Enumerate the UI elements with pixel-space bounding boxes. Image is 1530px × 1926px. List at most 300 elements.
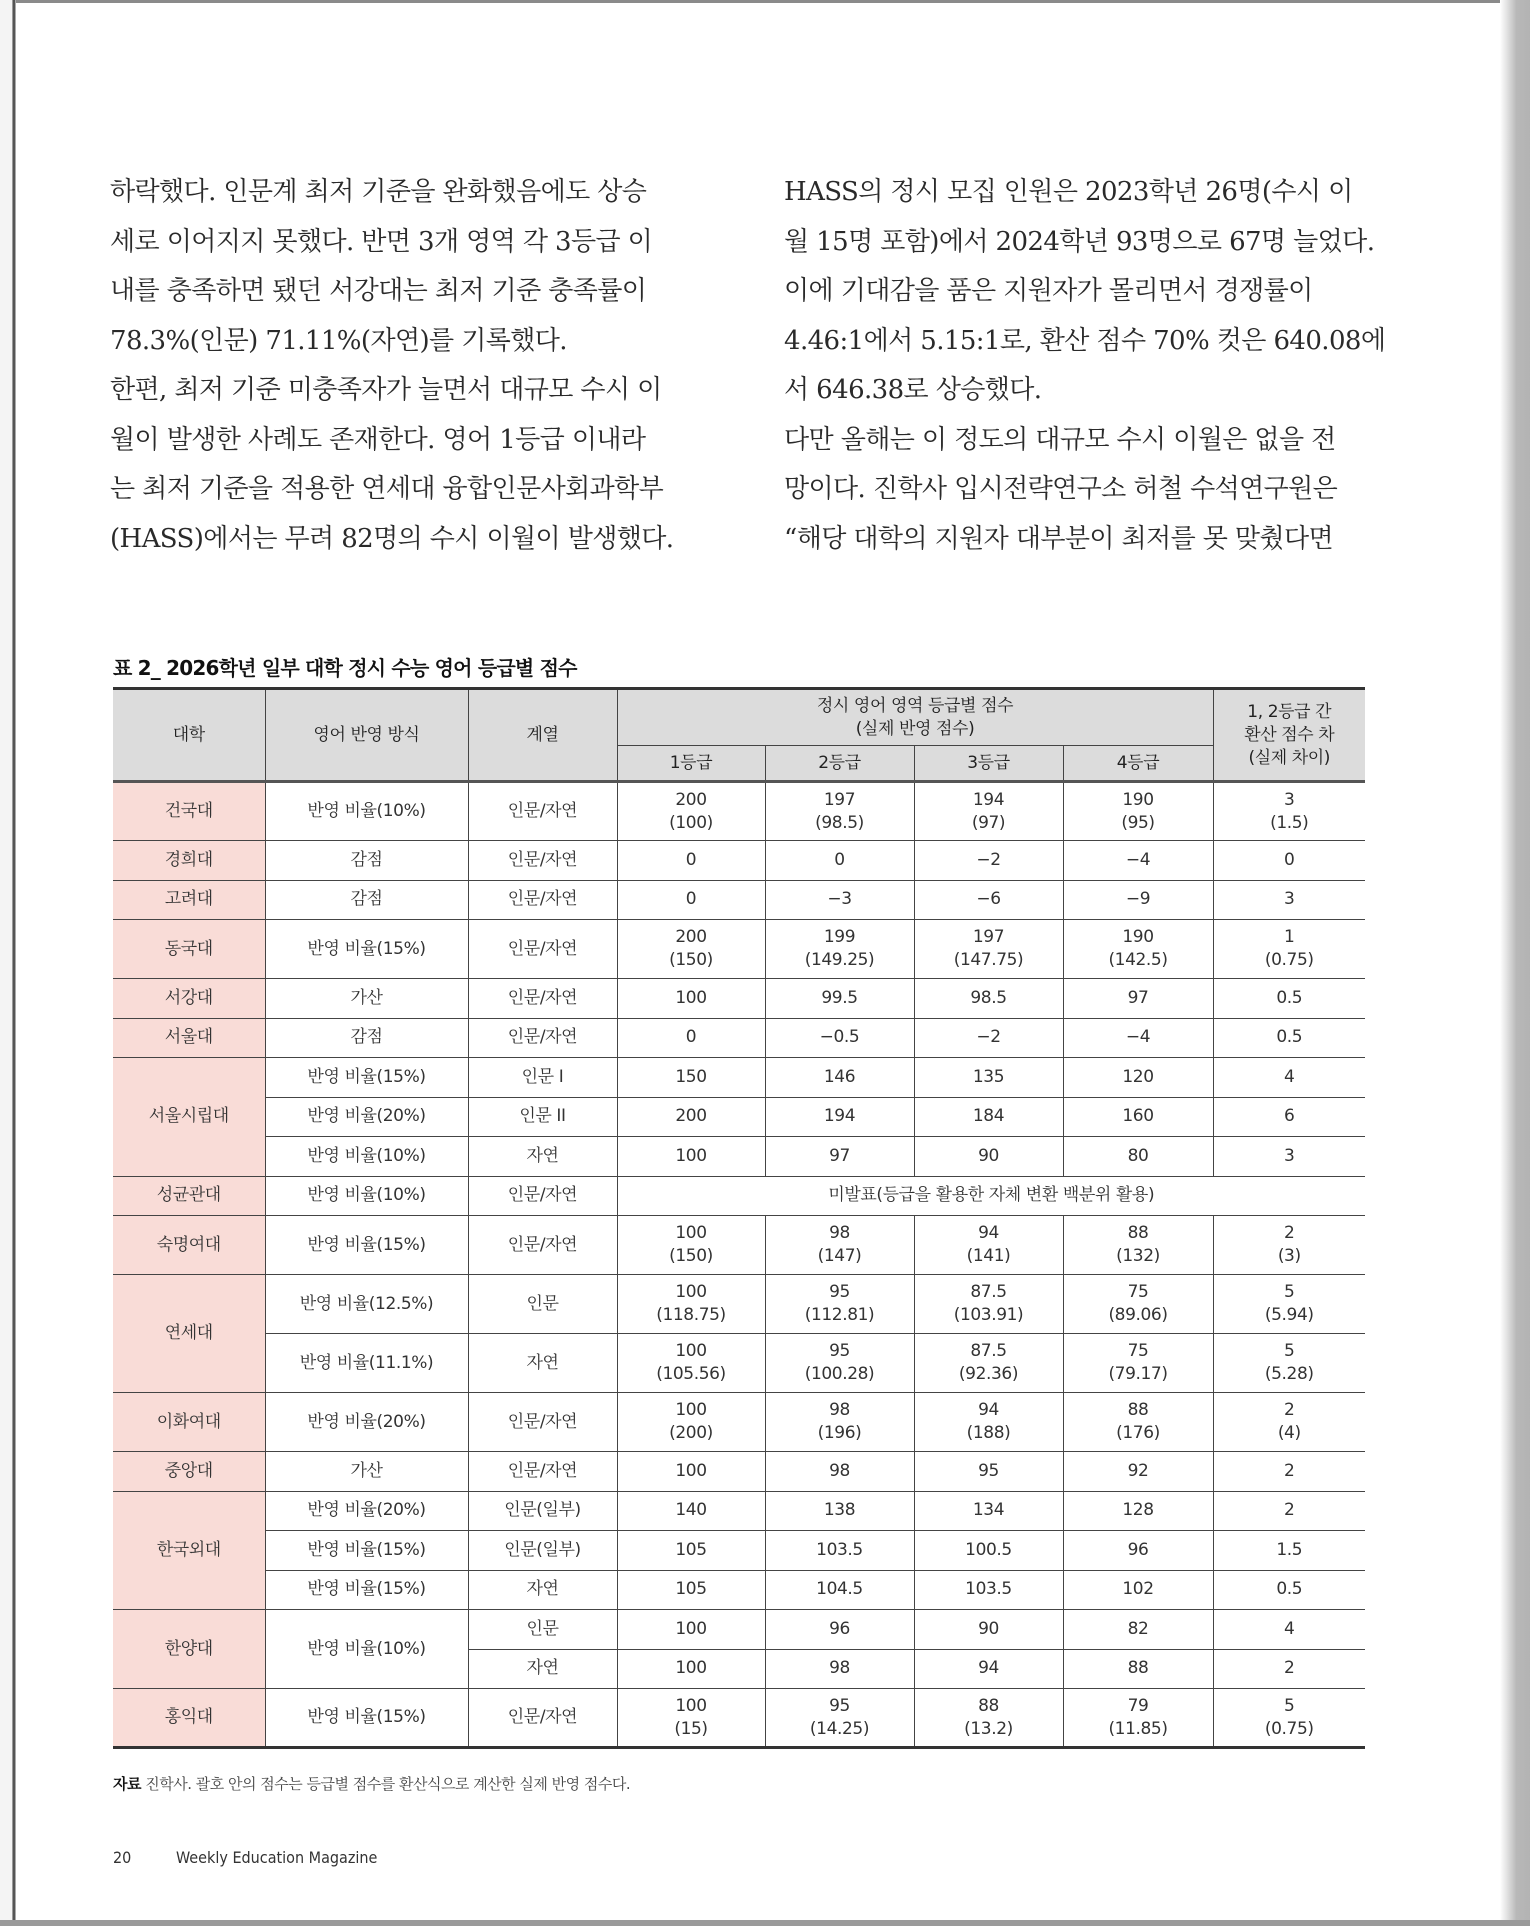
body-line: HASS의 정시 모집 인원은 2023학년 26명(수시 이 [784, 177, 1353, 207]
body-line: 서 646.38로 상승했다. [784, 375, 1042, 405]
table-row [113, 1137, 1365, 1177]
real-diff-value: (5.94) [1264, 1305, 1314, 1325]
grade-2-score-cell [765, 920, 914, 979]
method-cell: 반영 비율(15%) [265, 1216, 468, 1275]
real-score-value: (95) [1121, 812, 1155, 833]
table-row [113, 1393, 1365, 1452]
score-value: 103.5 [816, 1539, 863, 1560]
grade-diff-cell [1213, 1334, 1365, 1393]
real-score-value: (79.17) [1108, 1364, 1168, 1384]
method-cell: 반영 비율(11.1%) [265, 1334, 468, 1393]
page-number: 20 [113, 1848, 132, 1867]
grade-4-score-cell [1063, 1491, 1213, 1531]
table-row [113, 1216, 1365, 1275]
grade-1-score-cell [617, 1058, 765, 1098]
grade-diff-cell [1213, 1610, 1365, 1650]
grade-4-score-cell [1063, 1452, 1213, 1492]
real-score-value: (14.25) [809, 1718, 870, 1739]
method-cell: 감점 [265, 1018, 468, 1058]
real-score-value: (92.36) [958, 1364, 1019, 1384]
real-score-value: (150) [669, 1246, 713, 1266]
real-score-value: (176) [1116, 1423, 1160, 1443]
real-score-value: (112.81) [804, 1305, 875, 1325]
header-diff-line1: 1, 2등급 간 [1247, 701, 1332, 722]
grade-1-score-cell [617, 880, 765, 920]
score-value: −9 [1125, 889, 1151, 910]
table-row [113, 880, 1365, 920]
grade-2-score-cell [765, 1491, 914, 1531]
table-row [113, 1176, 1365, 1216]
grade-3-score-cell [914, 1610, 1063, 1650]
real-diff-value: (0.75) [1264, 1718, 1314, 1739]
track-cell: 인문 II [468, 1097, 617, 1137]
grade-2-score-cell [765, 1689, 914, 1748]
table-row [113, 979, 1365, 1019]
real-score-value: (97) [971, 812, 1006, 833]
score-value: 150 [675, 1066, 707, 1087]
grade-4-score-cell [1063, 1018, 1213, 1058]
score-value: 94 [978, 1223, 999, 1243]
grade-2-score-cell [765, 1058, 914, 1098]
method-cell: 반영 비율(15%) [265, 1570, 468, 1610]
article-right-column [784, 168, 1386, 564]
grade-3-score-cell [914, 1570, 1063, 1610]
grade-3-score-cell [914, 1393, 1063, 1452]
real-score-value: (13.2) [964, 1718, 1013, 1739]
track-cell: 자연 [468, 1137, 617, 1177]
grade-diff-cell [1213, 1216, 1365, 1275]
grade-4-score-cell [1063, 1393, 1213, 1452]
grade-1-score-cell [617, 1649, 765, 1689]
grade-1-score-cell [617, 1137, 765, 1177]
university-cell: 중앙대 [113, 1452, 265, 1492]
diff-value: 5 [1284, 1341, 1295, 1361]
method-cell: 반영 비율(15%) [265, 1058, 468, 1098]
score-value: 135 [972, 1066, 1005, 1087]
method-cell: 반영 비율(15%) [265, 920, 468, 979]
grade-2-score-cell [765, 1570, 914, 1610]
score-value: 98 [829, 1223, 850, 1243]
grade-1-score-cell [617, 782, 765, 841]
score-value: 146 [823, 1066, 856, 1087]
grade-3-score-cell [914, 1097, 1063, 1137]
track-cell: 인문/자연 [468, 841, 617, 881]
header-scores-group [617, 689, 1213, 746]
score-value: −2 [976, 1027, 1001, 1048]
track-cell: 인문 I [468, 1058, 617, 1098]
grade-1-score-cell [617, 1275, 765, 1334]
score-value: −0.5 [819, 1027, 860, 1048]
score-value: 100 [675, 1145, 707, 1166]
grade-2-score-cell [765, 1610, 914, 1650]
grade-3-score-cell [914, 1491, 1063, 1531]
body-line: 월 15명 포함)에서 2024학년 93명으로 67명 늘었다. [784, 226, 1375, 257]
header-method: 영어 반영 방식 [265, 689, 468, 782]
score-value: 100 [675, 1695, 707, 1716]
body-line: 이에 기대감을 품은 지원자가 몰리면서 경쟁률이 [784, 276, 1313, 306]
score-value: 100 [675, 1341, 707, 1361]
score-value: 0 [685, 889, 697, 910]
track-cell: 인문 [468, 1610, 617, 1650]
score-value: 98 [829, 1460, 850, 1481]
grade-4-score-cell [1063, 1689, 1213, 1748]
body-line: 78.3%(인문) 71.11%(자연)를 기록했다. [110, 325, 567, 356]
body-line: “해당 대학의 지원자 대부분이 최저를 못 맞췄다면 [784, 523, 1334, 554]
grade-diff-cell [1213, 1393, 1365, 1452]
grade-1-score-cell [617, 1531, 765, 1571]
header-scores-line1: 정시 영어 영역 등급별 점수 [816, 695, 1014, 716]
real-score-value: (15) [674, 1718, 708, 1739]
grade-2-score-cell [765, 1018, 914, 1058]
table-row [113, 782, 1365, 841]
real-score-value: (98.5) [815, 812, 864, 833]
score-value: 95 [829, 1282, 850, 1302]
table-row [113, 1334, 1365, 1393]
source-text: 진학사. 괄호 안의 점수는 등급별 점수를 환산식으로 계산한 실제 반영 점수다. [140, 1775, 631, 1793]
table-row [113, 841, 1365, 881]
method-cell: 가산 [265, 979, 468, 1019]
score-value: 160 [1122, 1106, 1154, 1127]
university-cell: 경희대 [113, 841, 265, 881]
grade-1-score-cell [617, 1610, 765, 1650]
diff-value: 0 [1284, 849, 1295, 870]
track-cell: 인문(일부) [468, 1531, 617, 1571]
diff-value: 5 [1284, 1695, 1295, 1716]
diff-value: 2 [1284, 1400, 1295, 1420]
grade-diff-cell [1213, 979, 1365, 1019]
real-score-value: (89.06) [1108, 1305, 1168, 1325]
header-diff [1213, 689, 1365, 782]
diff-value: 4 [1284, 1066, 1295, 1087]
score-value: 0 [834, 849, 845, 870]
grade-diff-cell [1213, 1097, 1365, 1137]
score-value: 105 [675, 1539, 707, 1560]
grade-diff-cell [1213, 841, 1365, 881]
score-value: −6 [976, 889, 1001, 910]
table-row [113, 1058, 1365, 1098]
diff-value: 2 [1284, 1658, 1295, 1679]
track-cell: 자연 [468, 1334, 617, 1393]
score-value: 95 [978, 1460, 999, 1481]
page-footer [113, 1848, 377, 1867]
body-line: 망이다. 진학사 입시전략연구소 허철 수석연구원은 [784, 474, 1338, 504]
real-score-value: (147.75) [953, 950, 1024, 970]
body-line: 내를 충족하면 됐던 서강대는 최저 기준 충족률이 [110, 276, 647, 306]
body-line: 한편, 최저 기준 미충족자가 늘면서 대규모 수시 이 [110, 375, 662, 405]
grade-1-score-cell [617, 1097, 765, 1137]
grade-3-score-cell [914, 1531, 1063, 1571]
university-cell: 서울시립대 [113, 1058, 265, 1177]
header-grade-2: 2등급 [765, 746, 914, 782]
track-cell: 인문/자연 [468, 1216, 617, 1275]
track-cell: 인문/자연 [468, 880, 617, 920]
grade-3-score-cell [914, 1018, 1063, 1058]
score-value: 197 [972, 927, 1005, 947]
university-cell: 서강대 [113, 979, 265, 1019]
score-value: 99.5 [821, 987, 858, 1008]
score-value: 82 [1127, 1618, 1149, 1639]
score-value: 197 [823, 789, 856, 810]
diff-value: 0.5 [1276, 1027, 1303, 1048]
grade-3-score-cell [914, 880, 1063, 920]
university-cell: 이화여대 [113, 1393, 265, 1452]
score-value: 102 [1122, 1579, 1154, 1600]
university-cell: 연세대 [113, 1275, 265, 1393]
university-cell: 동국대 [113, 920, 265, 979]
real-score-value: (141) [966, 1246, 1011, 1266]
score-value: 199 [823, 927, 856, 947]
grade-2-score-cell [765, 1334, 914, 1393]
score-value: 138 [823, 1500, 856, 1521]
score-value: 88 [978, 1695, 999, 1716]
real-score-value: (150) [669, 950, 713, 970]
grade-3-score-cell [914, 841, 1063, 881]
method-cell: 반영 비율(10%) [265, 1610, 468, 1689]
score-value: 100 [675, 1282, 707, 1302]
grade-diff-cell [1213, 1491, 1365, 1531]
grade-2-score-cell [765, 782, 914, 841]
score-value: 96 [829, 1618, 850, 1639]
grade-1-score-cell [617, 1334, 765, 1393]
score-value: 90 [978, 1145, 999, 1166]
real-diff-value: (3) [1277, 1246, 1301, 1266]
score-value: −2 [976, 849, 1001, 870]
grade-diff-cell [1213, 920, 1365, 979]
score-value: 90 [978, 1618, 999, 1639]
grade-1-score-cell [617, 979, 765, 1019]
university-cell: 서울대 [113, 1018, 265, 1058]
diff-value: 0.5 [1276, 1579, 1303, 1600]
method-cell: 반영 비율(20%) [265, 1097, 468, 1137]
diff-value: 5 [1284, 1282, 1295, 1302]
grade-diff-cell [1213, 1531, 1365, 1571]
grade-1-score-cell [617, 1491, 765, 1531]
score-value: 120 [1122, 1066, 1154, 1087]
real-score-value: (11.85) [1108, 1718, 1168, 1739]
method-cell: 반영 비율(10%) [265, 1137, 468, 1177]
page-bottom-edge [0, 1920, 1530, 1926]
source-label: 자료 [113, 1775, 141, 1793]
score-value: 88 [1127, 1223, 1149, 1243]
diff-value: 3 [1284, 1145, 1295, 1166]
university-cell: 홍익대 [113, 1689, 265, 1748]
grade-3-score-cell [914, 1275, 1063, 1334]
grade-3-score-cell [914, 1649, 1063, 1689]
score-value: 134 [972, 1500, 1005, 1521]
score-value: 100 [675, 1400, 707, 1420]
grade-diff-cell [1213, 1689, 1365, 1748]
grade-diff-cell [1213, 1452, 1365, 1492]
track-cell: 인문/자연 [468, 1452, 617, 1492]
score-value: 100.5 [965, 1539, 1012, 1560]
header-diff-line3: (실제 차이) [1248, 747, 1331, 768]
page-left-border [12, 0, 16, 1926]
table-row [113, 1275, 1365, 1334]
note-cell: 미발표(등급을 활용한 자체 변환 백분위 활용) [617, 1176, 1365, 1216]
real-score-value: (142.5) [1108, 950, 1168, 970]
grade-4-score-cell [1063, 1531, 1213, 1571]
grade-2-score-cell [765, 1216, 914, 1275]
grade-3-score-cell [914, 782, 1063, 841]
score-value: 184 [972, 1106, 1005, 1127]
grade-1-score-cell [617, 1018, 765, 1058]
real-diff-value: (4) [1277, 1423, 1301, 1443]
grade-4-score-cell [1063, 1649, 1213, 1689]
real-score-value: (103.91) [953, 1305, 1024, 1325]
grade-3-score-cell [914, 1334, 1063, 1393]
score-value: −4 [1125, 849, 1151, 870]
track-cell: 인문/자연 [468, 1176, 617, 1216]
header-grade-3: 3등급 [914, 746, 1063, 782]
table-row [113, 920, 1365, 979]
score-value: 128 [1122, 1500, 1154, 1521]
grade-4-score-cell [1063, 1137, 1213, 1177]
diff-value: 3 [1284, 889, 1295, 910]
score-value: 88 [1127, 1658, 1149, 1679]
table-row [113, 1531, 1365, 1571]
page-left-margin [0, 0, 12, 1926]
grade-2-score-cell [765, 1275, 914, 1334]
grade-1-score-cell [617, 1216, 765, 1275]
real-score-value: (100) [669, 812, 713, 833]
score-value: 200 [675, 789, 707, 810]
university-cell: 건국대 [113, 782, 265, 841]
method-cell: 반영 비율(10%) [265, 782, 468, 841]
diff-value: 6 [1284, 1106, 1295, 1127]
score-value: 105 [675, 1579, 707, 1600]
real-score-value: (100.28) [804, 1364, 875, 1384]
real-diff-value: (1.5) [1270, 812, 1309, 833]
score-value: 103.5 [965, 1579, 1012, 1600]
real-score-value: (132) [1116, 1246, 1160, 1266]
grade-1-score-cell [617, 1689, 765, 1748]
page-right-shadow [1500, 0, 1530, 1926]
grade-3-score-cell [914, 979, 1063, 1019]
score-value: 100 [675, 1460, 707, 1481]
grade-4-score-cell [1063, 1275, 1213, 1334]
diff-value: 1 [1284, 927, 1295, 947]
grade-3-score-cell [914, 1137, 1063, 1177]
real-score-value: (118.75) [656, 1305, 726, 1325]
diff-value: 4 [1284, 1618, 1295, 1639]
grade-3-score-cell [914, 1452, 1063, 1492]
score-value: 97 [829, 1145, 850, 1166]
real-score-value: (147) [817, 1246, 862, 1266]
score-value: 98 [829, 1400, 850, 1420]
score-value: 194 [823, 1106, 856, 1127]
diff-value: 2 [1284, 1223, 1295, 1243]
grade-2-score-cell [765, 1452, 914, 1492]
grade-diff-cell [1213, 880, 1365, 920]
table-source-note [113, 1773, 630, 1794]
grade-4-score-cell [1063, 1058, 1213, 1098]
header-grade-1: 1등급 [617, 746, 765, 782]
grade-2-score-cell [765, 979, 914, 1019]
magazine-name: Weekly Education Magazine [176, 1848, 378, 1867]
real-score-value: (188) [966, 1423, 1011, 1443]
track-cell: 인문(일부) [468, 1491, 617, 1531]
score-value: 79 [1127, 1695, 1149, 1716]
score-value: 95 [829, 1695, 850, 1716]
table-row [113, 1097, 1365, 1137]
grade-4-score-cell [1063, 1610, 1213, 1650]
method-cell: 반영 비율(10%) [265, 1176, 468, 1216]
article-left-column [110, 168, 690, 564]
grade-4-score-cell [1063, 880, 1213, 920]
track-cell: 인문 [468, 1275, 617, 1334]
score-value: 190 [1122, 789, 1154, 810]
grade-1-score-cell [617, 841, 765, 881]
grade-2-score-cell [765, 1393, 914, 1452]
method-cell: 반영 비율(12.5%) [265, 1275, 468, 1334]
diff-value: 2 [1284, 1500, 1295, 1521]
grade-4-score-cell [1063, 841, 1213, 881]
score-value: 100 [675, 1618, 707, 1639]
score-value: 87.5 [970, 1282, 1007, 1302]
table-row [113, 1610, 1365, 1650]
university-cell: 한국외대 [113, 1491, 265, 1610]
score-value: −3 [827, 889, 852, 910]
score-value: 95 [829, 1341, 850, 1361]
score-value: 100 [675, 1658, 707, 1679]
diff-value: 3 [1284, 789, 1295, 810]
header-diff-line2: 환산 점수 차 [1244, 724, 1335, 745]
body-line: (HASS)에서는 무려 82명의 수시 이월이 발생했다. [110, 523, 674, 554]
grade-4-score-cell [1063, 920, 1213, 979]
track-cell: 인문/자연 [468, 979, 617, 1019]
grade-diff-cell [1213, 1018, 1365, 1058]
university-cell: 성균관대 [113, 1176, 265, 1216]
body-line: 4.46:1에서 5.15:1로, 환산 점수 70% 컷은 640.08에 [784, 325, 1386, 356]
grade-2-score-cell [765, 1137, 914, 1177]
body-line: 세로 이어지지 못했다. 반면 3개 영역 각 3등급 이 [110, 226, 653, 257]
grade-4-score-cell [1063, 1334, 1213, 1393]
grade-1-score-cell [617, 920, 765, 979]
grade-diff-cell [1213, 1137, 1365, 1177]
body-line: 는 최저 기준을 적용한 연세대 융합인문사회과학부 [110, 474, 664, 504]
method-cell: 반영 비율(20%) [265, 1491, 468, 1531]
page-top-edge [0, 0, 1530, 3]
grade-2-score-cell [765, 880, 914, 920]
track-cell: 인문/자연 [468, 1018, 617, 1058]
method-cell: 감점 [265, 841, 468, 881]
real-score-value: (200) [669, 1423, 713, 1443]
table-row [113, 1452, 1365, 1492]
score-value: 88 [1127, 1400, 1149, 1420]
grade-4-score-cell [1063, 1216, 1213, 1275]
english-grade-score-table [113, 687, 1365, 1749]
header-scores-line2: (실제 반영 점수) [855, 718, 975, 739]
grade-diff-cell [1213, 1058, 1365, 1098]
real-score-value: (149.25) [804, 950, 875, 970]
university-cell: 한양대 [113, 1610, 265, 1689]
header-university: 대학 [113, 689, 265, 782]
header-grade-4: 4등급 [1063, 746, 1213, 782]
score-value: 75 [1127, 1282, 1149, 1302]
score-value: 94 [978, 1400, 999, 1420]
track-cell: 인문/자연 [468, 1393, 617, 1452]
grade-3-score-cell [914, 1058, 1063, 1098]
real-diff-value: (5.28) [1264, 1364, 1314, 1384]
score-value: 0 [685, 1027, 697, 1048]
diff-value: 1.5 [1276, 1539, 1303, 1560]
table-row [113, 1491, 1365, 1531]
grade-diff-cell [1213, 782, 1365, 841]
grade-4-score-cell [1063, 1570, 1213, 1610]
table-row [113, 1689, 1365, 1748]
score-value: 80 [1127, 1145, 1149, 1166]
score-value: 140 [675, 1500, 707, 1521]
